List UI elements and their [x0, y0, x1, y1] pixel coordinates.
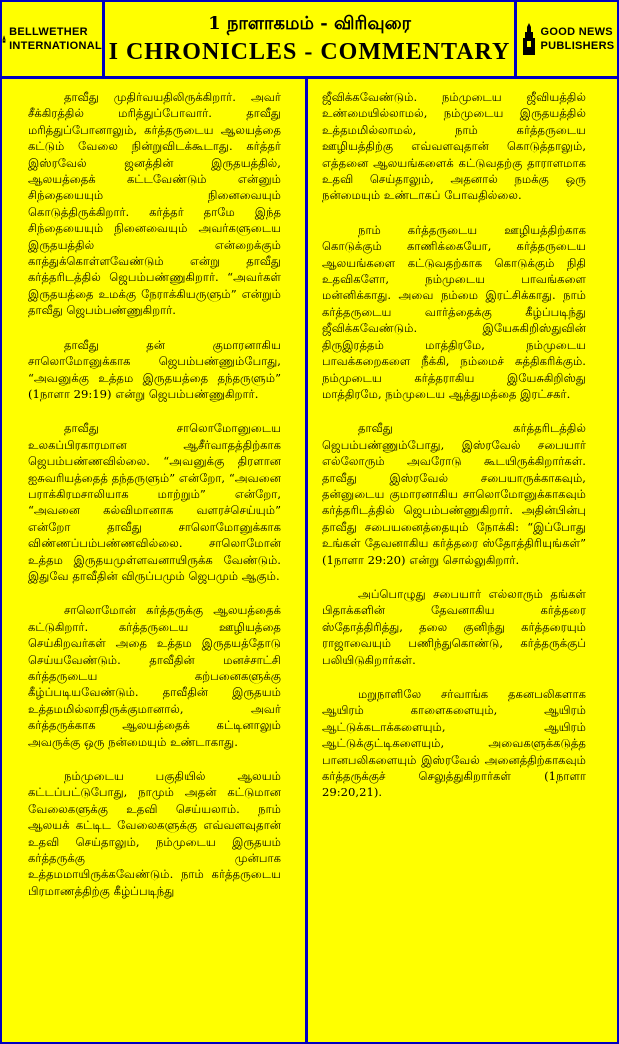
tower-icon [520, 22, 538, 56]
tower-icon [2, 22, 6, 56]
good-news-logo [514, 2, 617, 76]
logo-line1: BELLWETHER [9, 26, 88, 38]
paragraph: மறுநாளிலே சர்வாங்க தகனபலிகளாக ஆயிரம் காளைகளையும், ஆயிரம் ஆட்டுக்கடாக்களையும், ஆயிரம் ஆட்டுக்குட்டிகளையும், அவைகளுக்கடுத்த பானபலிகளையும் இஸ்ரவேல் அனைத்திற்காகவும் கர்த்தருக்குச் செலுத்துகிறார்கள் (1நாளா 29:20,21). [322, 687, 586, 800]
paragraph: சாலொமோன் கர்த்தருக்கு ஆலயத்தைக் கட்டுகிறார். கர்த்தருடைய ஊழியத்தை செய்கிறவர்கள் அதை உத்தம இருதயத்தோடு செய்யவேண்டும். தாவீதின் மனச்சாட்சி கர்த்தருடைய கற்பனைகளுக்கு கீழ்ப்படியவேண்டும். தாவீதின் இருதயம் உத்தமமில்லாதிருக்குமானால், அவர் கர்த்தருக்காக ஆலயத்தைக் கட்டினாலும் அவருக்கு ஒரு நன்மையும் உண்டாகாது. [28, 603, 281, 749]
left-column [2, 79, 308, 1042]
content-columns [2, 79, 617, 1042]
logo-line2: INTERNATIONAL [9, 40, 102, 52]
title-tamil: 1 நாளாகமம் - விரிவுரை [208, 13, 411, 34]
bellwether-logo [2, 2, 105, 76]
paragraph: தாவீது தன் குமாரனாகிய சாலொமோனுக்காக ஜெபம்பண்ணும்போது, “அவனுக்கு உத்தம இருதயத்தை தந்தருளும்” (1நாளா 29:19) என்று ஜெபம்பண்ணுகிறார். [28, 337, 281, 401]
page-header [2, 2, 617, 79]
title-block [105, 2, 514, 76]
logo-line2: PUBLISHERS [540, 40, 615, 52]
paragraph: ஜீவிக்கவேண்டும். நம்முடைய ஜீவியத்தில் உண்மையில்லாமல், நம்முடைய இருதயத்தில் உத்தமமில்லாமல், நாம் கர்த்தருடைய ஊழியத்திற்கு எவ்வளவுதான் கொடுத்தாலும், எத்தனை ஆலயங்களைக் கட்டுவதற்கு தாராளமாக உதவி செய்தாலும், அதனால் நமக்கு ஒரு நன்மையும் உண்டாகப் போவதில்லை. [322, 90, 586, 203]
paragraph: அப்பொழுது சபையார் எல்லாரும் தங்கள் பிதாக்களின் தேவனாகிய கர்த்தரை ஸ்தோத்திரித்து, தலை குனிந்து கர்த்தரையும் ராஜாவையும் பணிந்துகொண்டு, கர்த்தருக்குப் பலியிடுகிறார்கள். [322, 586, 586, 667]
paragraph: நாம் கர்த்தருடைய ஊழியத்திற்காக கொடுக்கும் காணிக்கையோ, கர்த்தருடைய ஆலயங்களை கட்டுவதற்காக கொடுக்கும் நிதி உதவிகளோ, நம்முடைய பாவங்களை மன்னிக்காது. அவை நம்மை இரட்சிக்காது. நாம் கர்த்தருடைய வார்த்தைக்கு கீழ்ப்படிந்து ஜீவிக்கவேண்டும். இயேசுகிறிஸ்துவின் திருஇரத்தம் மாத்திரமே, நம்முடைய பாவக்கறைகளை நீக்கி, நம்மைச் சுத்திகரிக்கும். நம்முடைய கர்த்தராகிய இயேசுகிறிஸ்து மாத்திரமே, நம்முடைய ஆத்துமத்தை இரட்சகர். [322, 222, 586, 401]
right-column [308, 79, 614, 1042]
paragraph: நம்முடைய பகுதியில் ஆலயம் கட்டப்பட்டுபோது, நாமும் அதன் கட்டுமான வேலைகளுக்கு உதவி செய்யலாம். நாம் ஆலயக் கட்டிட வேலைகளுக்கு எவ்வளவுதான் உதவி செய்தாலும், நம்முடைய இருதயம் கர்த்தருக்கு முன்பாக உத்தமமாயிருக்கவேண்டும். நாம் கர்த்தருடைய பிரமாணத்திற்கு கீழ்ப்படிந்து [28, 769, 281, 898]
title-english: I CHRONICLES - COMMENTARY [108, 39, 511, 65]
paragraph: தாவீது கர்த்தரிடத்தில் ஜெபம்பண்ணும்போது, இஸ்ரவேல் சபையார் எல்லோரும் அவரோடு கூடயிருக்கிறார்கள். தாவீது இஸ்ரவேல் சபையாருக்காகவும், தன்னுடைய குமாரனாகிய சாலொமோனுக்காகவும் கர்த்தரிடத்தில் ஜெபம்பண்ணுகிறார். அதின்பின்பு தாவீது சபையனைத்தையும் நோக்கி: “இப்போது உங்கள் தேவனாகிய கர்த்தரை ஸ்தோத்திரியுங்கள்” (1நாளா 29:20) என்று சொல்லுகிறார். [322, 421, 586, 567]
paragraph: தாவீது முதிர்வயதிலிருக்கிறார். அவர் சீக்கிரத்தில் மரித்துப்போவார். தாவீது மரித்துப்போனாலும், கர்த்தருடைய ஆலயத்தை கட்டும் வேலை நின்றுவிடக்கூடாது. கர்த்தர் இஸ்ரவேல் ஜனத்தின் இருதயத்தில், ஆலயத்தைக் கட்டவேண்டும் என்னும் சிந்தையையும் நினைவையும் கொடுத்திருக்கிறார். கர்த்தர் தாமே இந்த சிந்தையையும் நினைவையும் அவர்களுடைய இருதயத்தில் என்றைக்கும் காத்துக்கொள்ளவேண்டும் என்று தாவீது கர்த்தரிடத்தில் ஜெபம்பண்ணுகிறார். “அவர்கள் இருதயத்தை உமக்கு நேராக்கியருளும்” என்றும் தாவீது ஜெபம்பண்ணுகிறார். [28, 90, 281, 318]
logo-line1: GOOD NEWS [540, 26, 613, 38]
paragraph: தாவீது சாலொமோனுடைய உலகப்பிரகாரமான ஆசீர்வாதத்திற்காக ஜெபம்பண்ணவில்லை. “அவனுக்கு திரளான ஐசுவரியத்தைத் தந்தருளும்” என்றோ, “அவனை பராக்கிரமசாலியாக மாற்றும்” என்றோ, “அவனை கல்விமானாக வளரச்செய்யும்” என்றோ தாவீது சாலொமோனுக்காக விண்ணப்பம்பண்ணவில்லை. சாலொமோன் உத்தம இருதயமுள்ளவனாயிருக்க வேண்டும். இதுவே தாவீதின் விருப்பமும் ஜெபமும் ஆகும். [28, 421, 281, 583]
